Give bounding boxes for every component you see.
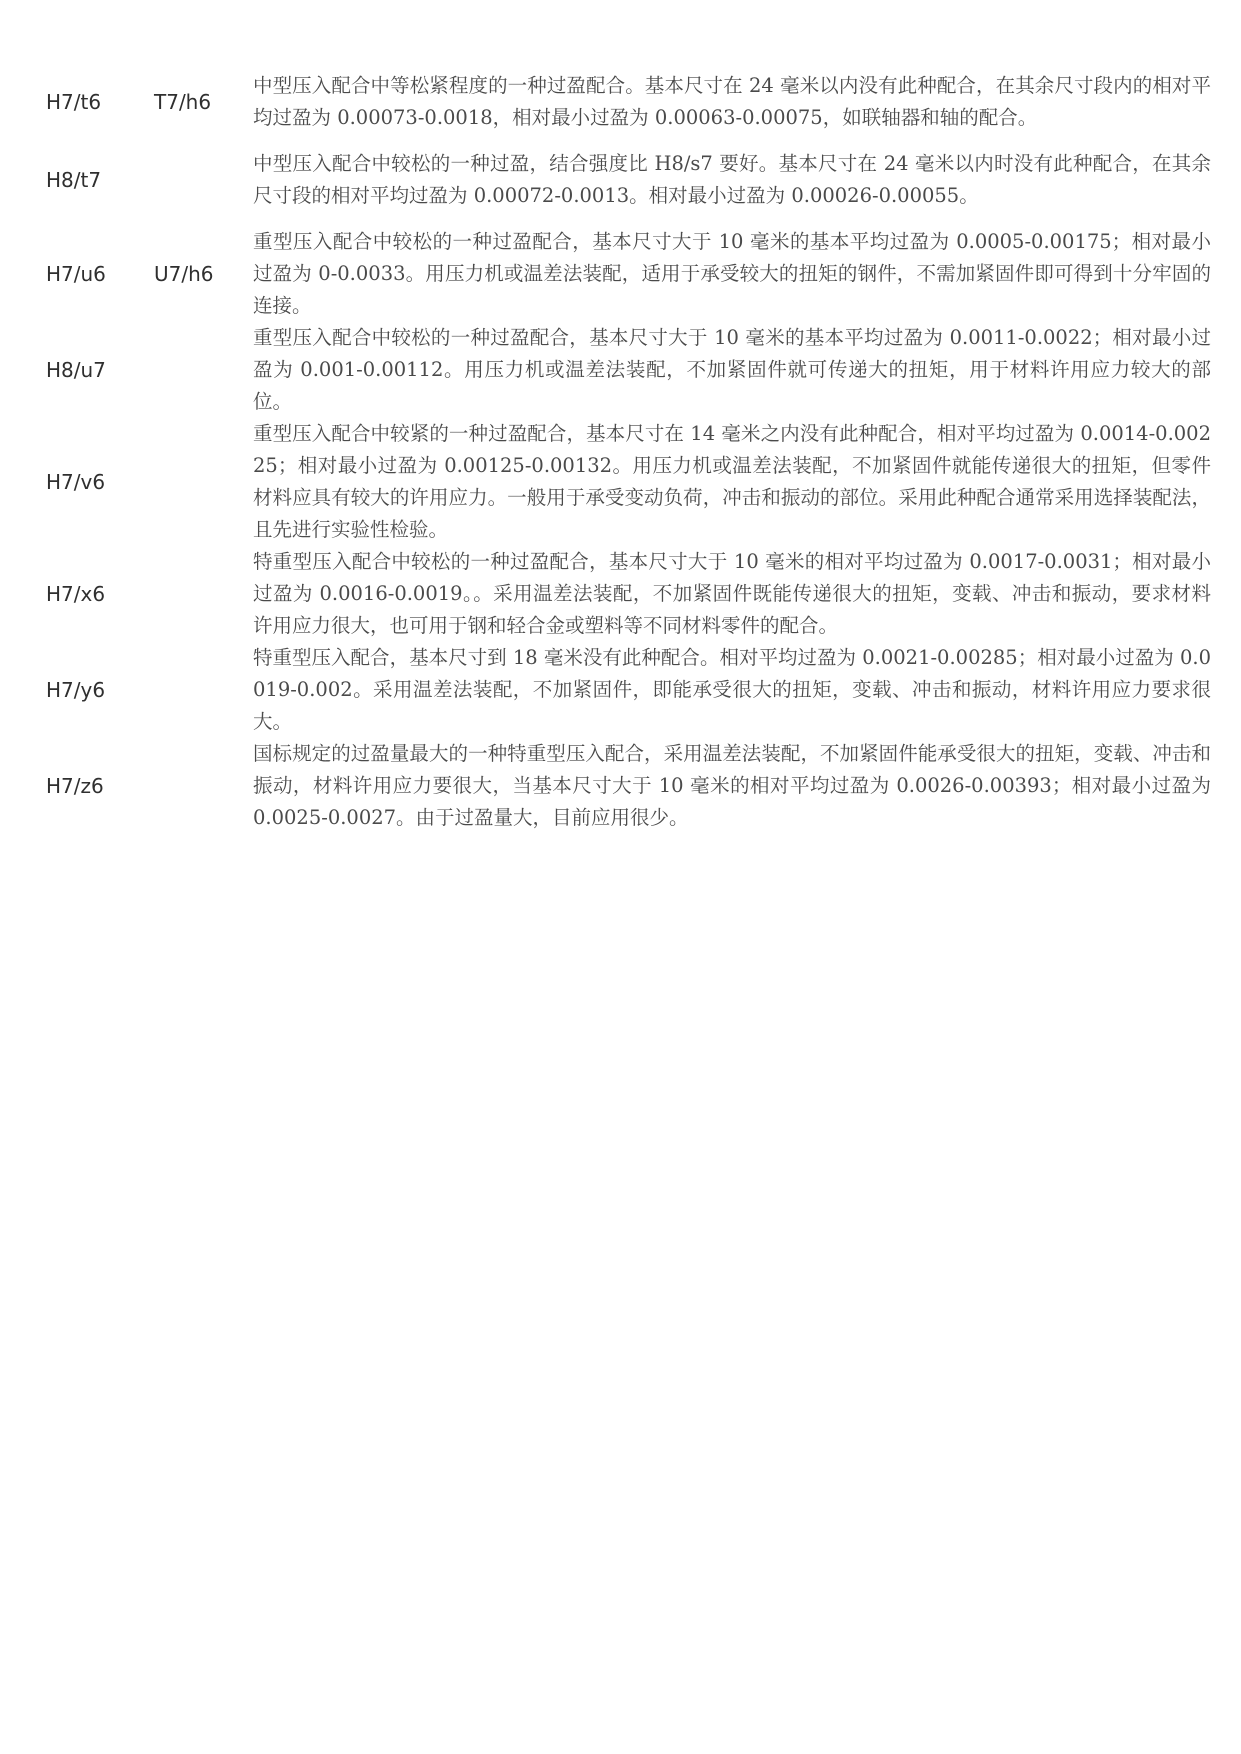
table-row [46,226,1211,322]
shaft-basis-fit-code [154,546,253,642]
hole-basis-fit-code: H7/x6 [46,582,106,606]
fit-description: 中型压入配合中较松的一种过盈，结合强度比 H8/s7 要好。基本尺寸在 24 毫米以内时没有此种配合，在其余尺寸段的相对平均过盈为 0.00072-0.0013。相对最小过盈为 0.00026-0.00055。 [253,152,1211,207]
hole-basis-fit-code: H7/z6 [46,774,104,798]
hole-basis-fit-code: H7/v6 [46,470,106,494]
table-row [46,322,1211,418]
row-spacer [46,212,1211,226]
shaft-basis-fit-code [154,322,253,418]
table-row [46,418,1211,546]
shaft-basis-fit-code [154,738,253,834]
table-row [46,642,1211,738]
hole-basis-fit-code: H7/y6 [46,678,106,702]
shaft-basis-fit-code [154,418,253,546]
hole-basis-fit-code: H8/u7 [46,358,106,382]
fit-description: 重型压入配合中较松的一种过盈配合，基本尺寸大于 10 毫米的基本平均过盈为 0.0011-0.0022；相对最小过盈为 0.001-0.00112。用压力机或温差法装配，不加紧固件就可传递大的扭矩，用于材料许用应力较大的部位。 [253,326,1211,413]
hole-basis-fit-code: H7/t6 [46,90,102,114]
interference-fit-table [46,70,1211,834]
fit-description: 特重型压入配合中较松的一种过盈配合，基本尺寸大于 10 毫米的相对平均过盈为 0.0017-0.0031；相对最小过盈为 0.0016-0.0019。。采用温差法装配，不加紧固件既能传递很大的扭矩，变载、冲击和振动，要求材料许用应力很大，也可用于钢和轻合金或塑料等不同材料零件的配合。 [253,550,1211,637]
fit-description: 国标规定的过盈量最大的一种特重型压入配合，采用温差法装配，不加紧固件能承受很大的扭矩，变载、冲击和振动，材料许用应力要很大，当基本尺寸大于 10 毫米的相对平均过盈为 0.0026-0.00393；相对最小过盈为 0.0025-0.0027。由于过盈量大，目前应用很少。 [253,742,1211,829]
fit-description: 特重型压入配合，基本尺寸到 18 毫米没有此种配合。相对平均过盈为 0.0021-0.00285；相对最小过盈为 0.0019-0.002。采用温差法装配，不加紧固件，即能承受很大的扭矩，变载、冲击和振动，材料许用应力要求很大。 [253,646,1211,733]
shaft-basis-fit-code: U7/h6 [154,262,214,286]
row-spacer [46,134,1211,148]
shaft-basis-fit-code: T7/h6 [154,90,212,114]
table-row [46,546,1211,642]
shaft-basis-fit-code [154,642,253,738]
table-row [46,70,1211,134]
fit-description: 重型压入配合中较松的一种过盈配合，基本尺寸大于 10 毫米的基本平均过盈为 0.0005-0.00175；相对最小过盈为 0-0.0033。用压力机或温差法装配，适用于承受较大的扭矩的钢件，不需加紧固件即可得到十分牢固的连接。 [253,230,1211,317]
fit-description: 重型压入配合中较紧的一种过盈配合，基本尺寸在 14 毫米之内没有此种配合，相对平均过盈为 0.0014-0.00225；相对最小过盈为 0.00125-0.00132。用压力机或温差法装配，不加紧固件就能传递很大的扭矩，但零件材料应具有较大的许用应力。一般用于承受变动负荷，冲击和振动的部位。采用此种配合通常采用选择装配法，且先进行实验性检验。 [253,422,1211,541]
table-row [46,148,1211,212]
hole-basis-fit-code: H7/u6 [46,262,106,286]
hole-basis-fit-code: H8/t7 [46,168,102,192]
table-row [46,738,1211,834]
shaft-basis-fit-code [154,148,253,212]
fit-description: 中型压入配合中等松紧程度的一种过盈配合。基本尺寸在 24 毫米以内没有此种配合，在其余尺寸段内的相对平均过盈为 0.00073-0.0018，相对最小过盈为 0.00063-0.00075，如联轴器和轴的配合。 [253,74,1211,129]
